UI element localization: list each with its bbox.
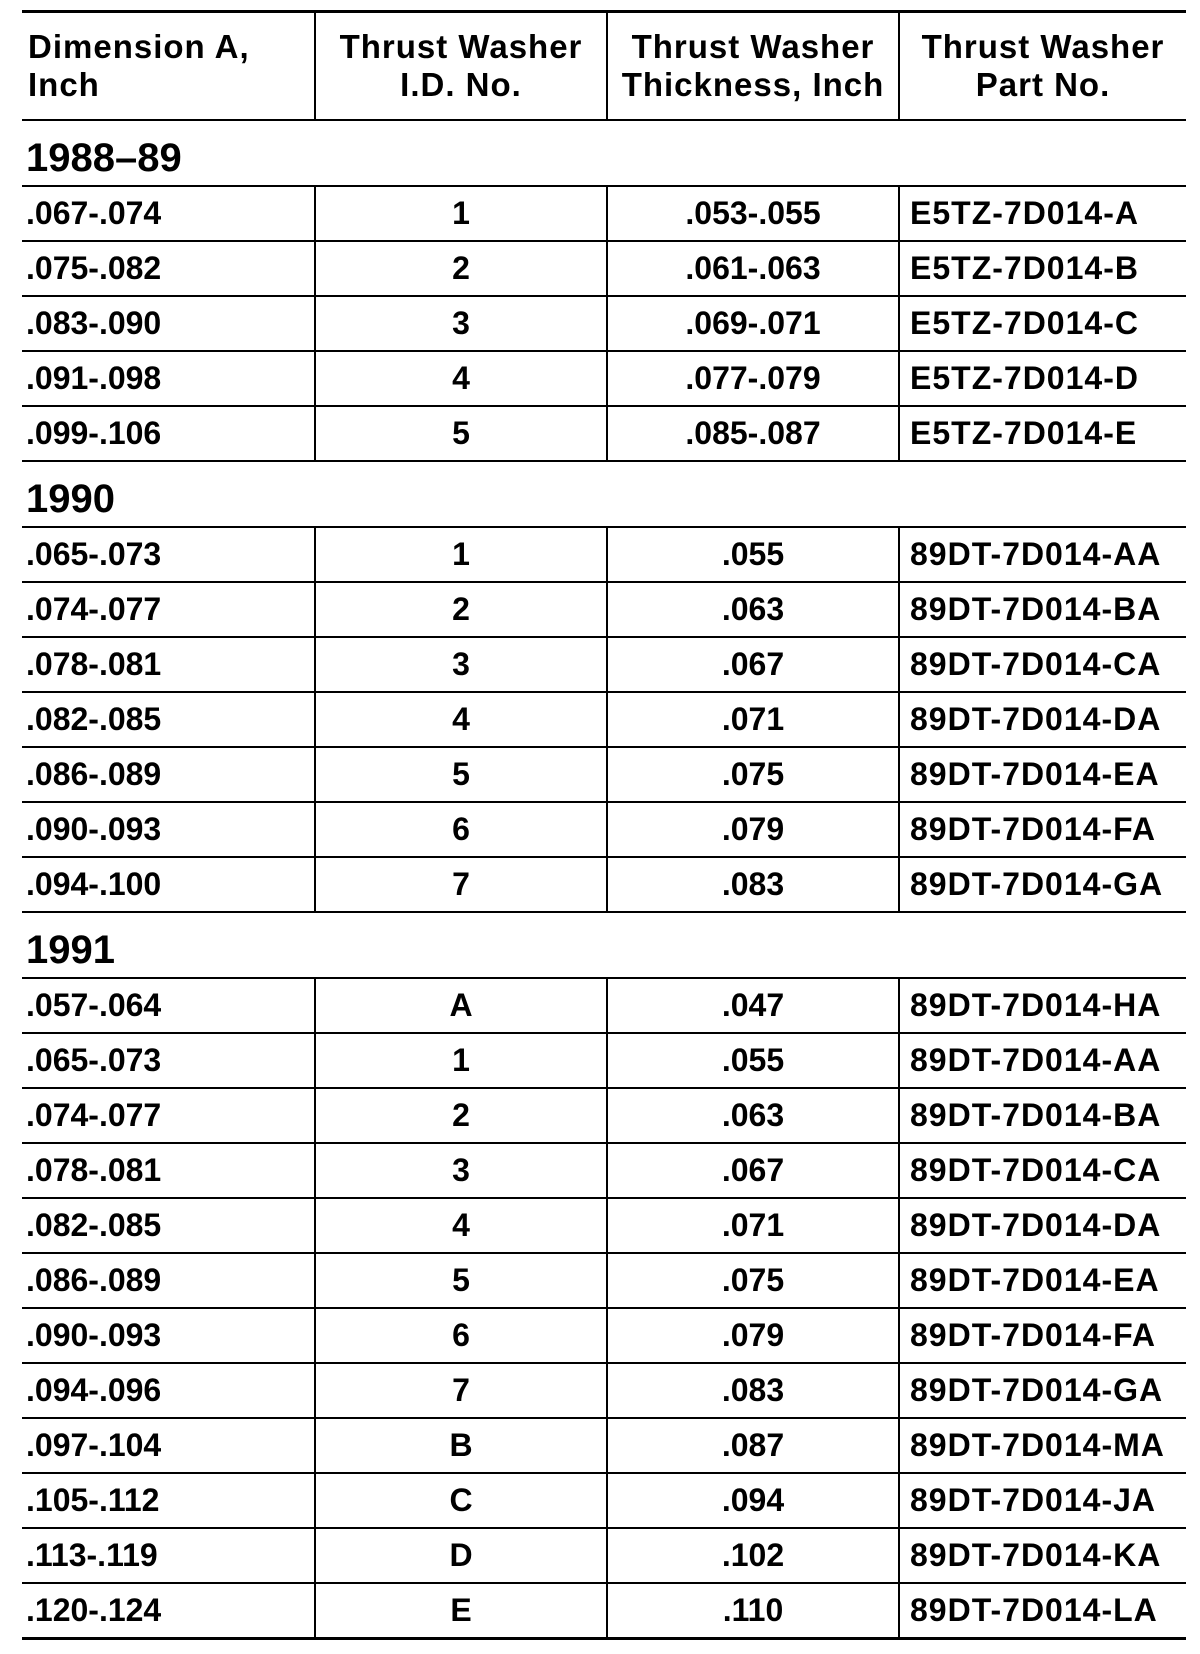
year-heading: 1988–89 xyxy=(22,120,1186,186)
id-no-cell: 3 xyxy=(315,296,607,351)
table-row xyxy=(22,1143,1186,1198)
table-row xyxy=(22,1088,1186,1143)
id-no-cell: 4 xyxy=(315,692,607,747)
thickness-cell: .094 xyxy=(607,1473,899,1528)
dimension-a-cell: .099-.106 xyxy=(22,406,315,461)
thickness-cell: .077-.079 xyxy=(607,351,899,406)
dimension-a-cell: .057-.064 xyxy=(22,978,315,1033)
part-no-cell: 89DT-7D014-BA xyxy=(899,582,1186,637)
part-no-cell: E5TZ-7D014-B xyxy=(899,241,1186,296)
header-part-no-label: Thrust Washer Part No. xyxy=(921,28,1165,103)
id-no-cell: 5 xyxy=(315,406,607,461)
dimension-a-cell: .094-.100 xyxy=(22,857,315,912)
dimension-a-cell: .082-.085 xyxy=(22,1198,315,1253)
part-no-cell: 89DT-7D014-BA xyxy=(899,1088,1186,1143)
thickness-cell: .071 xyxy=(607,1198,899,1253)
thickness-cell: .079 xyxy=(607,802,899,857)
part-no-cell: E5TZ-7D014-E xyxy=(899,406,1186,461)
id-no-cell: B xyxy=(315,1418,607,1473)
table-body xyxy=(22,120,1186,1639)
dimension-a-cell: .097-.104 xyxy=(22,1418,315,1473)
part-no-cell: 89DT-7D014-FA xyxy=(899,802,1186,857)
header-id-no xyxy=(315,12,607,121)
part-no-cell: 89DT-7D014-DA xyxy=(899,692,1186,747)
table-row xyxy=(22,527,1186,582)
thickness-cell: .071 xyxy=(607,692,899,747)
id-no-cell: 6 xyxy=(315,1308,607,1363)
id-no-cell: A xyxy=(315,978,607,1033)
part-no-cell: 89DT-7D014-AA xyxy=(899,527,1186,582)
thickness-cell: .083 xyxy=(607,1363,899,1418)
thickness-cell: .053-.055 xyxy=(607,186,899,241)
id-no-cell: 5 xyxy=(315,747,607,802)
thickness-cell: .110 xyxy=(607,1583,899,1639)
id-no-cell: 2 xyxy=(315,1088,607,1143)
thickness-cell: .055 xyxy=(607,527,899,582)
table-row xyxy=(22,1253,1186,1308)
dimension-a-cell: .086-.089 xyxy=(22,747,315,802)
dimension-a-cell: .078-.081 xyxy=(22,1143,315,1198)
part-no-cell: 89DT-7D014-LA xyxy=(910,1592,1158,1628)
header-thickness-label: Thrust Washer Thickness, Inch xyxy=(621,28,885,103)
year-heading: 1990 xyxy=(22,461,1186,527)
id-no-cell: 1 xyxy=(315,527,607,582)
thickness-cell: .079 xyxy=(607,1308,899,1363)
table-row xyxy=(22,241,1186,296)
id-no-cell: 6 xyxy=(315,802,607,857)
dimension-a-cell: .082-.085 xyxy=(22,692,315,747)
table-row xyxy=(22,978,1186,1033)
table-row xyxy=(22,1363,1186,1418)
table-row xyxy=(22,186,1186,241)
header-thickness xyxy=(607,12,899,121)
year-heading: 1991 xyxy=(22,912,1186,978)
part-no-cell: 89DT-7D014-GA xyxy=(899,1363,1186,1418)
year-section-row xyxy=(22,120,1186,186)
dimension-a-cell: .074-.077 xyxy=(22,582,315,637)
part-no-cell: 89DT-7D014-FA xyxy=(899,1308,1186,1363)
thickness-cell: .067 xyxy=(607,637,899,692)
dimension-a-cell: .065-.073 xyxy=(22,1033,315,1088)
dimension-a-cell: .091-.098 xyxy=(22,351,315,406)
id-no-cell: 2 xyxy=(315,582,607,637)
table-row xyxy=(22,857,1186,912)
thickness-cell: .047 xyxy=(607,978,899,1033)
thrust-washer-table xyxy=(22,10,1186,1640)
thickness-cell: .085-.087 xyxy=(607,406,899,461)
thickness-cell: .083 xyxy=(607,857,899,912)
id-no-cell: 3 xyxy=(315,637,607,692)
table-row xyxy=(22,1418,1186,1473)
table-row xyxy=(22,296,1186,351)
year-section-row xyxy=(22,461,1186,527)
dimension-a-cell: .105-.112 xyxy=(22,1473,315,1528)
id-no-cell: 3 xyxy=(315,1143,607,1198)
id-no-cell: E xyxy=(315,1583,607,1639)
dimension-a-cell: .113-.119 xyxy=(22,1528,315,1583)
part-no-cell: 89DT-7D014-HA xyxy=(899,978,1186,1033)
table-row xyxy=(22,747,1186,802)
dimension-a-cell: .090-.093 xyxy=(22,1308,315,1363)
header-dimension-a xyxy=(22,12,315,121)
dimension-a-cell: .078-.081 xyxy=(22,637,315,692)
dimension-a-cell: .120-.124 xyxy=(22,1583,315,1639)
id-no-cell: 1 xyxy=(315,1033,607,1088)
table-row xyxy=(22,637,1186,692)
table-row xyxy=(22,1583,1186,1639)
part-no-cell: E5TZ-7D014-D xyxy=(899,351,1186,406)
id-no-cell: 4 xyxy=(315,351,607,406)
header-id-no-label: Thrust Washer I.D. No. xyxy=(339,28,583,103)
table-row xyxy=(22,582,1186,637)
id-no-cell: C xyxy=(315,1473,607,1528)
part-no-cell: 89DT-7D014-MA xyxy=(899,1418,1186,1473)
thickness-cell: .055 xyxy=(607,1033,899,1088)
part-no-cell: E5TZ-7D014-C xyxy=(899,296,1186,351)
id-no-cell: 1 xyxy=(315,186,607,241)
thickness-cell: .067 xyxy=(607,1143,899,1198)
id-no-cell: 7 xyxy=(315,1363,607,1418)
part-no-cell: 89DT-7D014-EA xyxy=(899,1253,1186,1308)
part-no-cell: 89DT-7D014-CA xyxy=(899,637,1186,692)
dimension-a-cell: .067-.074 xyxy=(22,186,315,241)
thickness-cell: .063 xyxy=(607,1088,899,1143)
thickness-cell: .061-.063 xyxy=(607,241,899,296)
id-no-cell: 4 xyxy=(315,1198,607,1253)
dimension-a-cell: .094-.096 xyxy=(22,1363,315,1418)
table-row xyxy=(22,1528,1186,1583)
table-row xyxy=(22,1308,1186,1363)
table-row xyxy=(22,1198,1186,1253)
part-no-cell: 89DT-7D014-EA xyxy=(899,747,1186,802)
part-no-cell: 89DT-7D014-GA xyxy=(899,857,1186,912)
part-no-cell: 89DT-7D014-DA xyxy=(899,1198,1186,1253)
id-no-cell: D xyxy=(315,1528,607,1583)
id-no-cell: 2 xyxy=(315,241,607,296)
thickness-cell: .063 xyxy=(607,582,899,637)
id-no-cell: 7 xyxy=(315,857,607,912)
thickness-cell: .102 xyxy=(607,1528,899,1583)
thickness-cell: .069-.071 xyxy=(607,296,899,351)
table-row xyxy=(22,351,1186,406)
table-row xyxy=(22,802,1186,857)
part-no-cell: 89DT-7D014-JA xyxy=(899,1473,1186,1528)
table-row xyxy=(22,1033,1186,1088)
dimension-a-cell: .086-.089 xyxy=(22,1253,315,1308)
year-section-row xyxy=(22,912,1186,978)
header-row xyxy=(22,12,1186,121)
table-row xyxy=(22,1473,1186,1528)
part-no-cell: 89DT-7D014-AA xyxy=(899,1033,1186,1088)
part-no-cell: E5TZ-7D014-A xyxy=(899,186,1186,241)
table-row xyxy=(22,406,1186,461)
part-no-cell: 89DT-7D014-KA xyxy=(899,1528,1186,1583)
dimension-a-cell: .090-.093 xyxy=(22,802,315,857)
dimension-a-cell: .065-.073 xyxy=(22,527,315,582)
part-no-cell: 89DT-7D014-CA xyxy=(899,1143,1186,1198)
id-no-cell: 5 xyxy=(315,1253,607,1308)
table-header xyxy=(22,12,1186,121)
thickness-cell: .075 xyxy=(607,747,899,802)
header-dimension-a-label: Dimension A, Inch xyxy=(28,28,250,103)
dimension-a-cell: .075-.082 xyxy=(22,241,315,296)
dimension-a-cell: .083-.090 xyxy=(22,296,315,351)
header-part-no xyxy=(899,12,1186,121)
thickness-cell: .087 xyxy=(607,1418,899,1473)
thickness-cell: .075 xyxy=(607,1253,899,1308)
dimension-a-cell: .074-.077 xyxy=(22,1088,315,1143)
table-row xyxy=(22,692,1186,747)
